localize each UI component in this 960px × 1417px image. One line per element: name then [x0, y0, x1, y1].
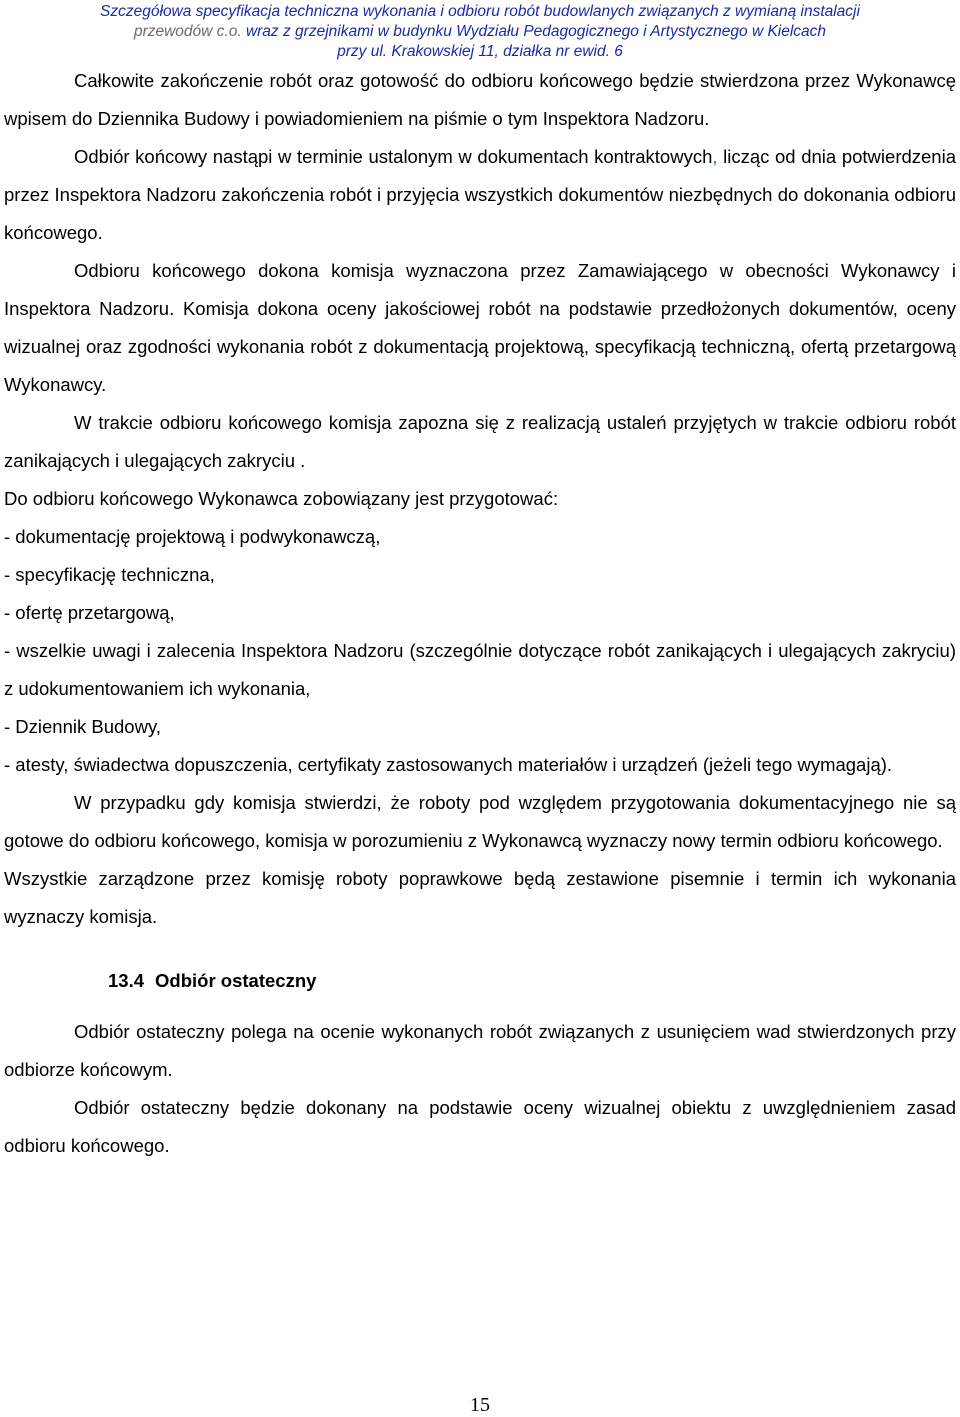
paragraph-final-review: Odbiór ostateczny polega na ocenie wykonanych robót związanych z usunięciem wad stwierdzonych przy odbiorze końcowym.: [4, 1021, 956, 1080]
section-heading: [4, 962, 956, 1000]
paragraph-required-documents: Do odbioru końcowego Wykonawca zobowiązany jest przygotować:: [4, 488, 559, 509]
list-item: - specyfikację techniczna,: [4, 564, 215, 585]
header-line-3: przy ul. Krakowskiej 11, działka nr ewid. 6: [337, 43, 623, 60]
header-line-2-prefix: przewodów c.o.: [133, 23, 246, 40]
document-header: [0, 2, 960, 62]
document-body: [4, 62, 956, 1165]
section-title: Odbiór ostateczny: [155, 970, 317, 991]
list-item: - dokumentację projektową i podwykonawczą,: [4, 526, 381, 547]
paragraph-corrections: Wszystkie zarządzone przez komisję roboty poprawkowe będą zestawione pisemnie i termin ich wykonania wyznaczy komisja.: [4, 868, 956, 927]
paragraph-final-acceptance-term-a: Odbiór końcowy nastąpi w terminie ustalonym w dokumentach kontraktowych: [74, 146, 713, 167]
list-item: - wszelkie uwagi i zalecenia Inspektora Nadzoru (szczególnie dotyczące robót zanikających i ulegających zakryciu) z udokumentowaniem ich wykonania,: [4, 640, 956, 699]
page-number: 15: [470, 1394, 490, 1416]
list-item: - ofertę przetargową,: [4, 602, 175, 623]
header-line-1: Szczegółowa specyfikacja techniczna wykonania i odbioru robót budowlanych związanych z wymianą instalacji: [100, 3, 860, 20]
list-item: - atesty, świadectwa dopuszczenia, certyfikaty zastosowanych materiałów i urządzeń (jeżeli tego wymagają).: [4, 754, 893, 775]
paragraph-final-review-basis: Odbiór ostateczny będzie dokonany na podstawie oceny wizualnej obiektu z uwzględnieniem zasad odbioru końcowego.: [4, 1097, 956, 1156]
header-line-2: [0, 22, 960, 42]
list-item: - Dziennik Budowy,: [4, 716, 161, 737]
tracked-comma: ,: [712, 146, 718, 167]
paragraph-not-ready: W przypadku gdy komisja stwierdzi, że roboty pod względem przygotowania dokumentacyjnego nie są gotowe do odbioru końcowego, komisja w porozumieniu z Wykonawcą wyznaczy nowy termin odbioru końcowego.: [4, 792, 956, 851]
header-line-2-rest: wraz z grzejnikami w budynku Wydziału Pedagogicznego i Artystycznego w Kielcach: [245, 23, 827, 40]
paragraph-completion: Całkowite zakończenie robót oraz gotowość do odbioru końcowego będzie stwierdzona przez Wykonawcę wpisem do Dziennika Budowy i powiadomieniem na piśmie o tym Inspektora Nadzoru.: [4, 70, 956, 129]
paragraph-final-acceptance-term: [4, 138, 956, 252]
paragraph-commission: Odbioru końcowego dokona komisja wyznaczona przez Zamawiającego w obecności Wykonawcy i Inspektora Nadzoru. Komisja dokona oceny jakościowej robót na podstawie przedłożonych dokumentów, oceny wizualnej oraz zgodności wykonania robót z dokumentacją projektową, specyfikacją techniczną, ofertą przetargową Wykonawcy.: [4, 260, 956, 395]
paragraph-commission-review: W trakcie odbioru końcowego komisja zapozna się z realizacją ustaleń przyjętych w trakcie odbioru robót zanikających i ulegających zakryciu .: [4, 412, 956, 471]
section-number: 13.4: [108, 970, 145, 991]
paragraph-final-acceptance-term-b: licząc od dnia potwierdzenia przez Inspektora Nadzoru zakończenia robót i przyjęcia wszystkich dokumentów niezbędnych do dokonania odbioru końcowego.: [4, 146, 956, 243]
